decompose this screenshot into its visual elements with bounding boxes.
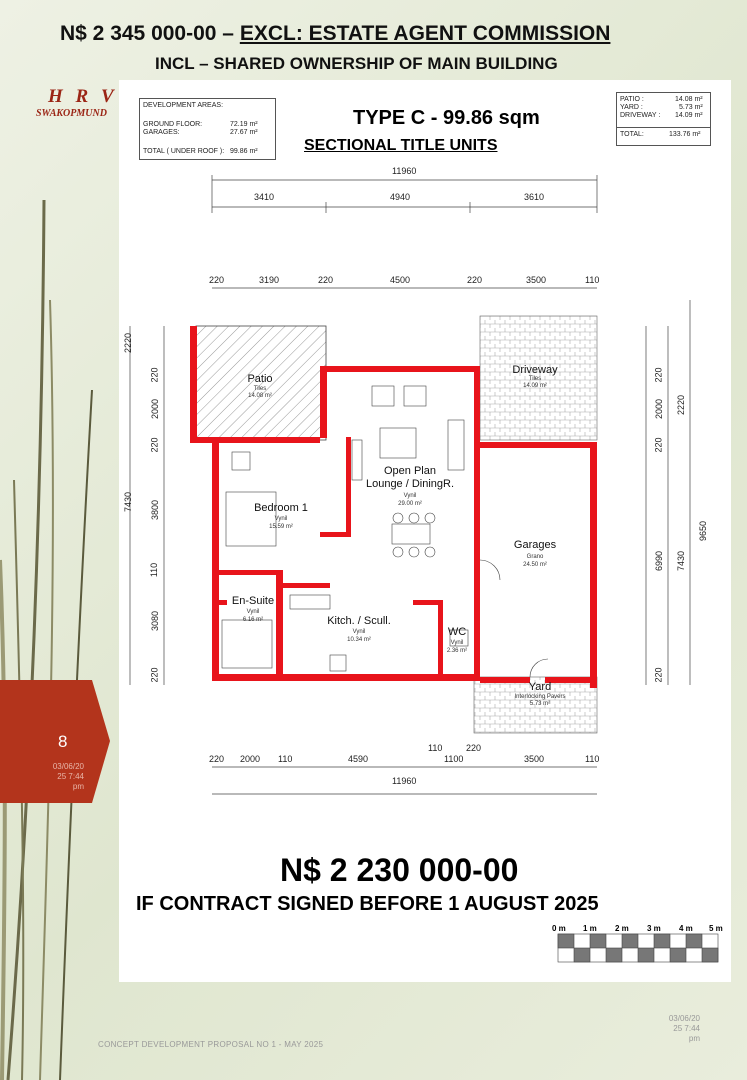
dim-right-inner: 6990	[654, 550, 665, 572]
ext-driveway-value: 14.09 m²	[675, 112, 703, 119]
dim-top-total: 11960	[392, 166, 417, 176]
areas-ground-label: GROUND FLOOR:	[143, 121, 203, 128]
ext-patio-label: PATIO :	[620, 96, 644, 103]
page-number: 8	[58, 732, 68, 751]
room-driveway-name: Driveway	[512, 364, 558, 376]
dim-left-inner: 220	[149, 437, 160, 453]
ext-patio-value: 14.08 m²	[675, 96, 703, 103]
areas-total-label: TOTAL ( UNDER ROOF ):	[143, 148, 225, 155]
dim-bottom: 220	[209, 754, 225, 764]
logo-letters: H R V	[48, 86, 118, 107]
dim-top-a: 3410	[254, 192, 275, 202]
room-patio-finish: Tiles	[253, 386, 267, 392]
room-ensuite-finish: Vynil	[246, 609, 260, 615]
areas-garages-label: GARAGES:	[143, 129, 180, 136]
header-price-text: N$ 2 345 000-00 –	[60, 22, 240, 45]
offer-condition: IF CONTRACT SIGNED BEFORE 1 AUGUST 2025	[136, 893, 599, 915]
dim-top2: 3500	[526, 275, 547, 285]
room-garages-finish: Grano	[526, 554, 544, 560]
room-ensuite-area: 6.16 m²	[242, 617, 264, 623]
room-bedroom-name: Bedroom 1	[254, 502, 308, 514]
plan-subtitle: SECTIONAL TITLE UNITS	[304, 137, 498, 154]
areas-heading: DEVELOPMENT AREAS:	[143, 102, 224, 109]
scale-label: 3 m	[647, 924, 661, 933]
dim-bottom: 4590	[348, 754, 369, 764]
dim-right-inner: 2000	[654, 398, 665, 420]
dim-bottom: 3500	[524, 754, 545, 764]
dim-top2: 220	[318, 275, 334, 285]
dim-bottom-extra: 110	[428, 743, 443, 753]
room-patio-name: Patio	[247, 373, 273, 385]
scale-label: 5 m	[709, 924, 723, 933]
dim-right-inner: 220	[653, 367, 664, 383]
room-openplan-finish: Vynil	[403, 493, 417, 499]
logo-town: SWAKOPMUND	[36, 108, 107, 119]
dim-bottom: 1100	[444, 754, 464, 764]
ext-yard-label: YARD :	[620, 104, 643, 111]
dim-left-inner: 220	[149, 667, 160, 683]
dim-bottom: 2000	[240, 754, 261, 764]
dim-bottom-total: 11960	[392, 776, 417, 786]
scale-label: 0 m	[552, 924, 566, 933]
dim-left-inner: 2000	[150, 398, 161, 420]
dim-left-inner: 110	[149, 562, 160, 578]
areas-garages-value: 27.67 m²	[230, 129, 258, 136]
page-date-line3: pm	[72, 782, 84, 791]
room-openplan-area: 29.00 m²	[398, 501, 422, 507]
room-openplan-name1: Open Plan	[384, 465, 436, 477]
dim-top2: 110	[585, 275, 600, 285]
plan-title: TYPE C - 99.86 sqm	[353, 107, 540, 129]
room-wc-area: 2.36 m²	[446, 648, 468, 654]
room-bedroom-finish: Vynil	[274, 516, 288, 522]
dim-left-inner: 220	[149, 367, 160, 383]
dim-bottom: 110	[585, 754, 600, 764]
dim-top2: 4500	[390, 275, 411, 285]
room-yard-name: Yard	[528, 681, 552, 693]
footer-date-line1: 03/06/20	[668, 1014, 700, 1023]
ext-total-label: TOTAL:	[620, 131, 644, 138]
room-kitchen-name: Kitch. / Scull.	[327, 615, 391, 627]
ext-yard-value: 5.73 m²	[679, 104, 703, 111]
room-yard-finish: Interlocking Pavers	[514, 694, 566, 700]
room-driveway-area: 14.09 m²	[523, 383, 547, 389]
footer-date	[650, 1014, 700, 1044]
scale-label: 1 m	[583, 924, 597, 933]
page-date-line2: 25 7:44	[57, 772, 84, 781]
room-kitchen-area: 10.34 m²	[347, 637, 371, 643]
room-wc-name: WC	[447, 626, 467, 638]
room-wc-finish: Vynil	[450, 640, 464, 646]
dim-right-mid: 2220	[676, 394, 687, 416]
offer-price: N$ 2 230 000-00	[280, 852, 519, 888]
dim-top-b: 4940	[390, 192, 411, 202]
room-garages-area: 24.50 m²	[523, 562, 547, 568]
header-incl: INCL – SHARED OWNERSHIP OF MAIN BUILDING	[155, 54, 558, 73]
dim-right-inner: 220	[653, 667, 664, 683]
footer-date-line3: pm	[688, 1034, 700, 1043]
scale-label: 4 m	[679, 924, 693, 933]
dim-bottom: 110	[278, 754, 293, 764]
footer-date-line2: 25 7:44	[673, 1024, 700, 1033]
room-bedroom-area: 15.59 m²	[269, 524, 293, 530]
dim-left-inner: 3800	[150, 499, 161, 521]
scale-label: 2 m	[615, 924, 629, 933]
header-excl-text: EXCL: ESTATE AGENT COMMISSION	[239, 22, 611, 45]
dim-left-outer: 7430	[123, 491, 134, 513]
page-date-line1: 03/06/20	[52, 762, 84, 771]
dim-right-outer: 9650	[698, 520, 709, 542]
areas-total-value: 99.86 m²	[230, 148, 258, 155]
footer-text: CONCEPT DEVELOPMENT PROPOSAL NO 1 - MAY 2025	[98, 1040, 324, 1049]
dim-right-inner: 220	[653, 437, 664, 453]
dim-right-mid: 7430	[676, 550, 687, 572]
dim-left-inner: 3080	[150, 610, 161, 632]
room-patio-area: 14.08 m²	[248, 393, 272, 399]
room-yard-area: 5.73 m²	[529, 701, 551, 707]
dim-top2: 220	[209, 275, 225, 285]
room-garages-name: Garages	[513, 539, 557, 551]
dim-top2: 3190	[259, 275, 280, 285]
room-driveway-finish: Tiles	[528, 376, 542, 382]
dim-top2: 220	[467, 275, 483, 285]
areas-ground-value: 72.19 m²	[230, 121, 258, 128]
room-kitchen-finish: Vynil	[352, 629, 366, 635]
dim-left-outer: 2220	[123, 332, 134, 354]
ext-total-value: 133.76 m²	[669, 131, 701, 138]
ext-driveway-label: DRIVEWAY :	[620, 112, 661, 119]
room-openplan-name2: Lounge / DiningR.	[365, 478, 455, 490]
room-ensuite-name: En-Suite	[231, 595, 275, 607]
dim-bottom-extra: 220	[466, 743, 482, 753]
dim-top-c: 3610	[524, 192, 545, 202]
